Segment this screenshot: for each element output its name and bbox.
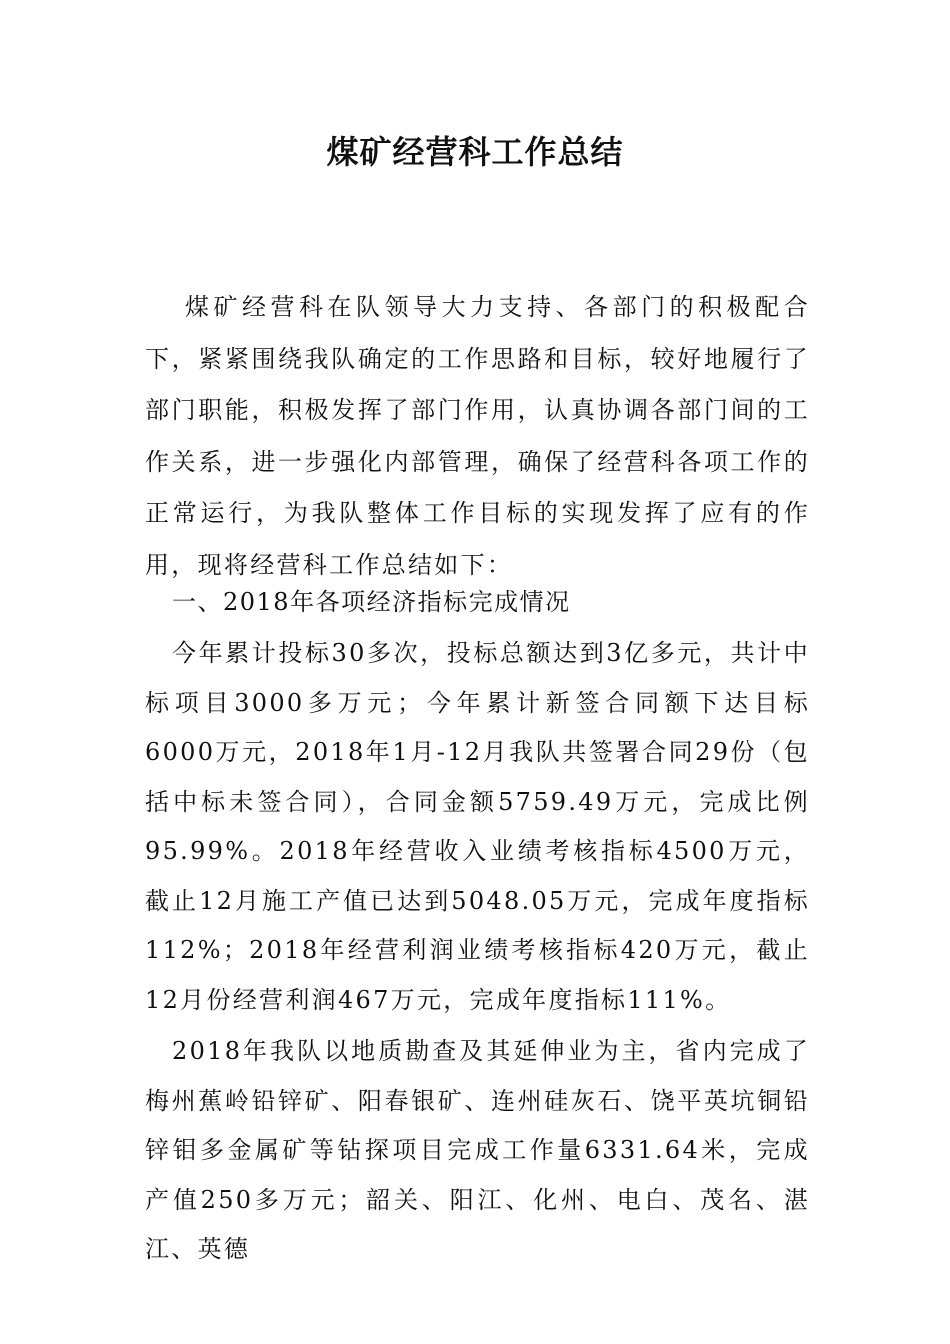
body-paragraph: 今年累计投标30多次，投标总额达到3亿多元，共计中标项目3000多万元；今年累计新签合同额下达目标6000万元，2018年1月-12月我队共签署合同29份（包括中标未签合同），合同金额5759.49万元，完成比例95.99%。2018年经营收入业绩考核指标4500万元，截止12月施工产值已达到5048.05万元，完成年度指标112%；2018年经营利润业绩考核指标420万元，截止12月份经营利润467万元，完成年度指标111%。 [145, 639, 810, 1014]
document-title: 煤矿经营科工作总结 [326, 133, 624, 171]
body-paragraph: 2018年我队以地质勘查及其延伸业为主，省内完成了梅州蕉岭铅锌矿、阳春银矿、连州硅灰石、饶平英坑铜铅锌钼多金属矿等钻探项目完成工作量6331.64米，完成产值250多万元；韶关、阳江、化州、电白、茂名、湛江、英德 [145, 1037, 810, 1263]
intro-paragraph: 煤矿经营科在队领导大力支持、各部门的积极配合下，紧紧围绕我队确定的工作思路和目标，较好地履行了部门职能，积极发挥了部门作用，认真协调各部门间的工作关系，进一步强化内部管理，确保了经营科各项工作的正常运行，为我队整体工作目标的实现发挥了应有的作用，现将经营科工作总结如下： [145, 293, 810, 579]
section-heading: 一、2018年各项经济指标完成情况 [172, 588, 571, 616]
